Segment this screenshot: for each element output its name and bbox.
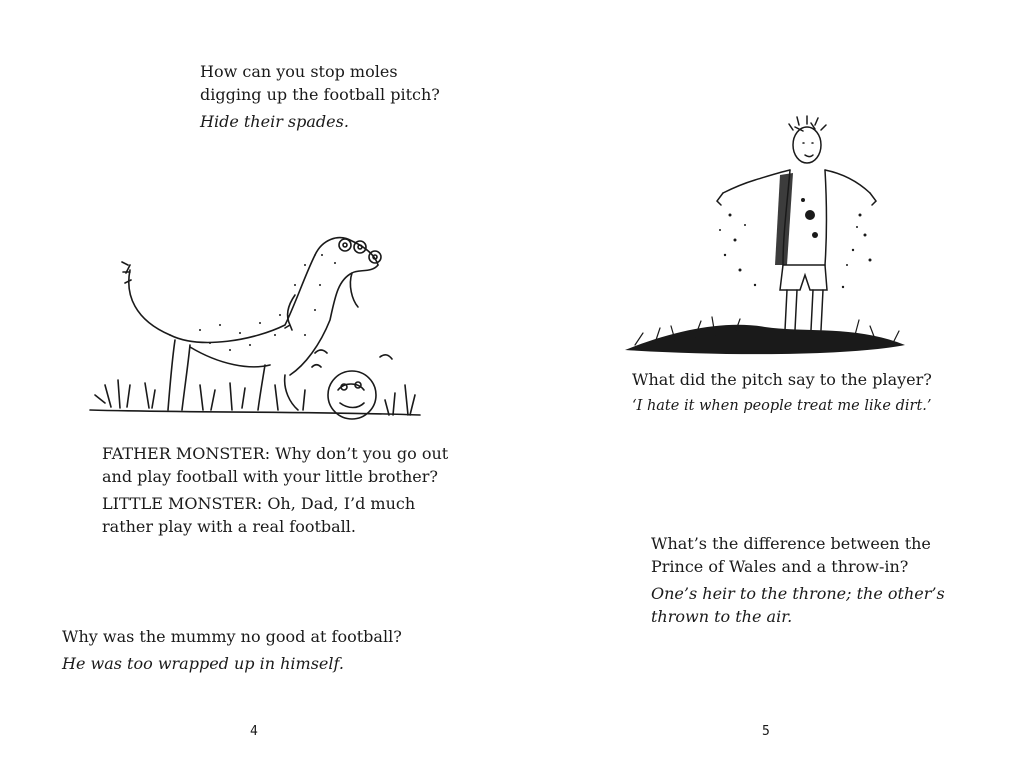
joke-pitch	[632, 368, 992, 418]
joke-answer: One’s heir to the throne; the other’s thrown to the air.	[651, 584, 945, 626]
joke-prince	[651, 532, 951, 628]
page-number: 5	[762, 724, 770, 739]
joke-mummy	[62, 625, 442, 675]
joke-answer: He was too wrapped up in himself.	[62, 654, 344, 673]
joke-question: Why was the mummy no good at football?	[62, 627, 402, 646]
monster-illustration	[90, 225, 430, 430]
joke-question: What did the pitch say to the player?	[632, 370, 932, 389]
joke-moles	[200, 60, 460, 133]
right-page	[510, 0, 1020, 773]
player-illustration	[615, 115, 915, 360]
joke-answer: ‘I hate it when people treat me like dirt.’	[632, 398, 932, 414]
page-number: 4	[250, 724, 258, 739]
joke-answer: Hide their spades.	[200, 112, 349, 131]
joke-question: What’s the difference between the Prince of Wales and a throw-in?	[651, 534, 931, 576]
joke-question: How can you stop moles digging up the football pitch?	[200, 62, 440, 104]
joke-monster	[102, 442, 462, 538]
joke-line-little: LITTLE MONSTER: Oh, Dad, I’d much rather play with a real football.	[102, 494, 416, 536]
joke-line-father: FATHER MONSTER: Why don’t you go out and play football with your little brother?	[102, 444, 449, 486]
